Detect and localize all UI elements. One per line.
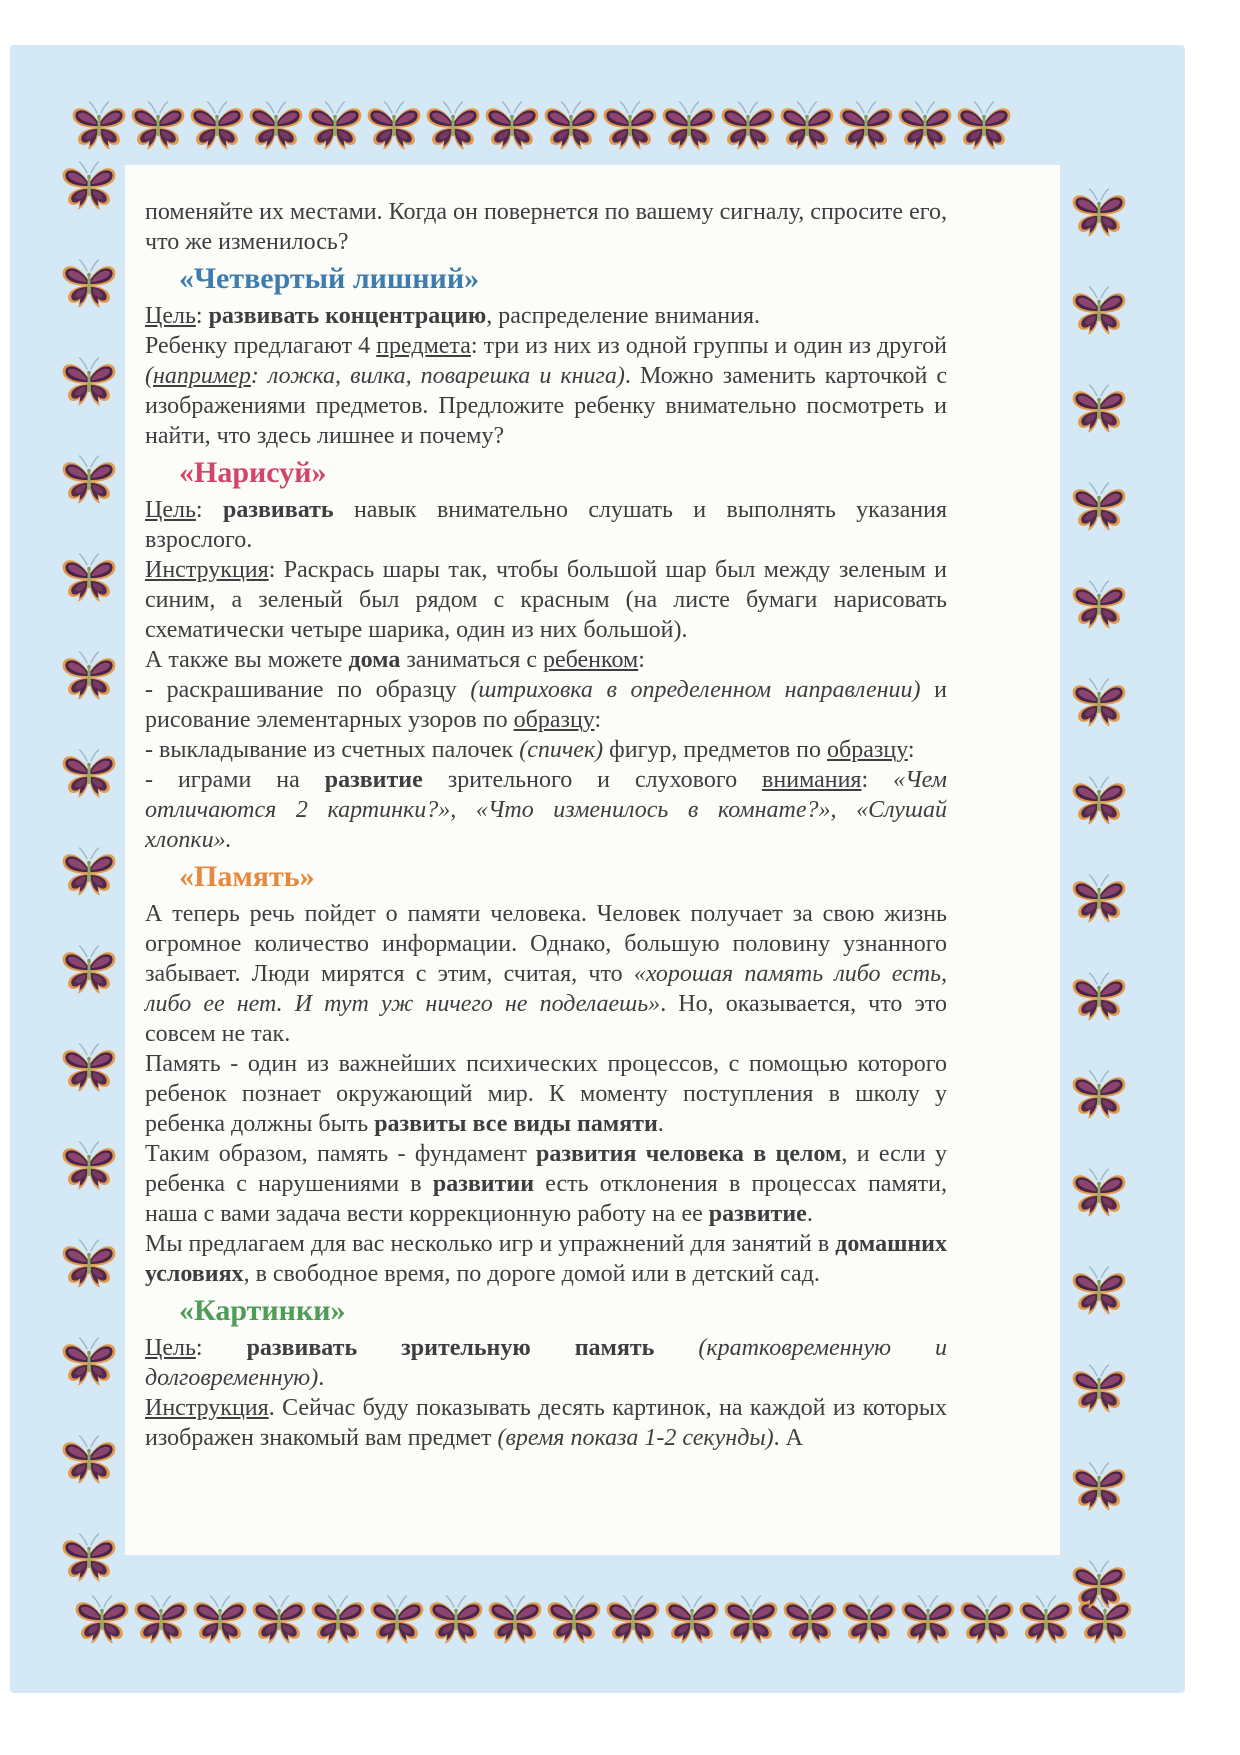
- text-run: есть отклонения в процессах памяти, наша с вами задача вести коррекционную работу на ее: [145, 1171, 948, 1227]
- text-run: и рисование элементарных узоров по: [145, 677, 947, 733]
- paragraph: [145, 645, 947, 675]
- text-run: навык внимательно слушать и выполнять указания взрослого.: [145, 497, 947, 553]
- paragraph: [145, 735, 947, 765]
- paragraph: [145, 1049, 947, 1139]
- text-run: развивать концентрацию: [208, 303, 487, 329]
- text-run: развития человека в целом: [536, 1141, 842, 1167]
- text-run: дома: [348, 647, 401, 673]
- text-run: Мы предлагаем для вас несколько игр и упражнений для занятий в: [145, 1231, 836, 1257]
- content-blocks: [145, 197, 947, 1453]
- text-run: внимания: [762, 767, 862, 793]
- text-run: ребенком: [542, 647, 639, 673]
- paragraph: [145, 1229, 947, 1289]
- text-run: .: [657, 1111, 664, 1137]
- paragraph: [145, 331, 947, 451]
- text-run: поменяйте их местами. Когда он повернется по вашему сигналу, спросите его, что же изменилось?: [145, 199, 947, 255]
- text-run: Цель: [145, 497, 196, 523]
- paragraph: [145, 1333, 947, 1393]
- text-run: :: [907, 737, 915, 763]
- text-run: «Чем отличаются 2 картинки?», «Что изменилось в комнате?», «Слушай хлопки».: [145, 767, 947, 853]
- text-run: развитие: [324, 767, 423, 793]
- text-run: , распределение внимания.: [486, 303, 761, 329]
- text-run: заниматься с: [400, 647, 543, 673]
- text-run: , в свободное время, по дороге домой или в детский сад.: [243, 1261, 820, 1287]
- text-run: Таким образом, память - фундамент: [145, 1141, 537, 1167]
- text-run: фигур, предметов по: [603, 737, 827, 763]
- text-run: (спичек): [519, 737, 604, 763]
- text-run: «хорошая память либо есть, либо ее нет. И тут уж ничего не поделаешь»: [145, 961, 948, 1017]
- paragraph: [145, 1393, 947, 1453]
- section-heading: «Четвертый лишний»: [179, 262, 480, 295]
- text-run: Память - один из важнейших психических процессов, с помощью которого ребенок познает окружающий мир. К моменту поступления в школу у ребенка должны быть: [145, 1051, 947, 1137]
- text-run: , и если у ребенка с нарушениями в: [145, 1141, 947, 1197]
- text-run: Ребенку предлагают 4: [145, 333, 377, 359]
- paragraph: [145, 197, 947, 257]
- text-run: А также вы можете: [145, 647, 349, 673]
- text-run: Цель: [145, 1335, 196, 1361]
- text-run: Инструкция: [145, 557, 269, 583]
- content-card: [125, 165, 1060, 1555]
- paragraph: [145, 495, 947, 555]
- text-run: развитие: [708, 1201, 807, 1227]
- text-run: (кратковременную и долговременную): [145, 1335, 948, 1391]
- text-run: : три из них из одной группы и один из другой: [470, 333, 947, 359]
- text-run: (время показа 1-2 секунды): [497, 1425, 774, 1451]
- text-run: (штриховка в определенном направлении): [470, 677, 921, 703]
- text-run: .: [318, 1365, 325, 1391]
- text-run: .: [806, 1201, 813, 1227]
- text-run: - играми на: [145, 767, 325, 793]
- text-run: (: [145, 363, 153, 389]
- text-run: :: [638, 647, 645, 673]
- text-run: развивать зрительную память: [246, 1335, 655, 1361]
- text-run: предмета: [376, 333, 471, 359]
- text-run: :: [594, 707, 602, 733]
- text-run: :: [195, 1335, 247, 1361]
- text-run: развиты все виды памяти: [374, 1111, 658, 1137]
- text-run: Цель: [145, 303, 196, 329]
- text-run: домашних условиях: [145, 1231, 947, 1287]
- section-heading: «Нарисуй»: [179, 456, 327, 489]
- text-run: образцу: [827, 737, 908, 763]
- text-run: . А: [773, 1425, 803, 1451]
- text-run: развивать: [222, 497, 334, 523]
- text-run: : Раскрась шары так, чтобы большой шар был между зеленым и синим, а зеленый был рядом с красным (на листе бумаги нарисовать схематически четыре шарика, один из них большой).: [145, 557, 947, 643]
- text-run: зрительного и слухового: [422, 767, 763, 793]
- paragraph: [145, 675, 947, 735]
- paragraph: [145, 555, 947, 645]
- text-run: - раскрашивание по образцу: [145, 677, 471, 703]
- paragraph: [145, 899, 947, 1049]
- text-run: :: [861, 767, 894, 793]
- text-run: :: [195, 497, 223, 523]
- text-run: : ложка, вилка, поварешка и книга): [250, 363, 625, 389]
- paragraph: [145, 301, 947, 331]
- text-run: Инструкция: [145, 1395, 269, 1421]
- paragraph: [145, 1139, 947, 1229]
- text-run: . Можно заменить карточкой с изображениями предметов. Предложите ребенку внимательно посмотреть и найти, что здесь лишнее и почему?: [145, 363, 947, 449]
- text-run: развитии: [432, 1171, 535, 1197]
- section-heading: «Память»: [179, 860, 315, 893]
- text-run: . Но, оказывается, что это совсем не так.: [145, 991, 947, 1047]
- text-run: :: [195, 303, 209, 329]
- text-run: [654, 1335, 698, 1361]
- text-run: . Сейчас буду показывать десять картинок, на каждой из которых изображен знакомый вам предмет: [145, 1395, 947, 1451]
- section-heading: «Картинки»: [179, 1294, 346, 1327]
- text-run: - выкладывание из счетных палочек: [145, 737, 520, 763]
- text-run: А теперь речь пойдет о памяти человека. Человек получает за свою жизнь огромное количество информации. Однако, большую половину узнанного забывает. Люди мирятся с этим, считая, что: [145, 901, 947, 987]
- text-run: например: [153, 363, 251, 389]
- text-run: образцу: [513, 707, 595, 733]
- paragraph: [145, 765, 947, 855]
